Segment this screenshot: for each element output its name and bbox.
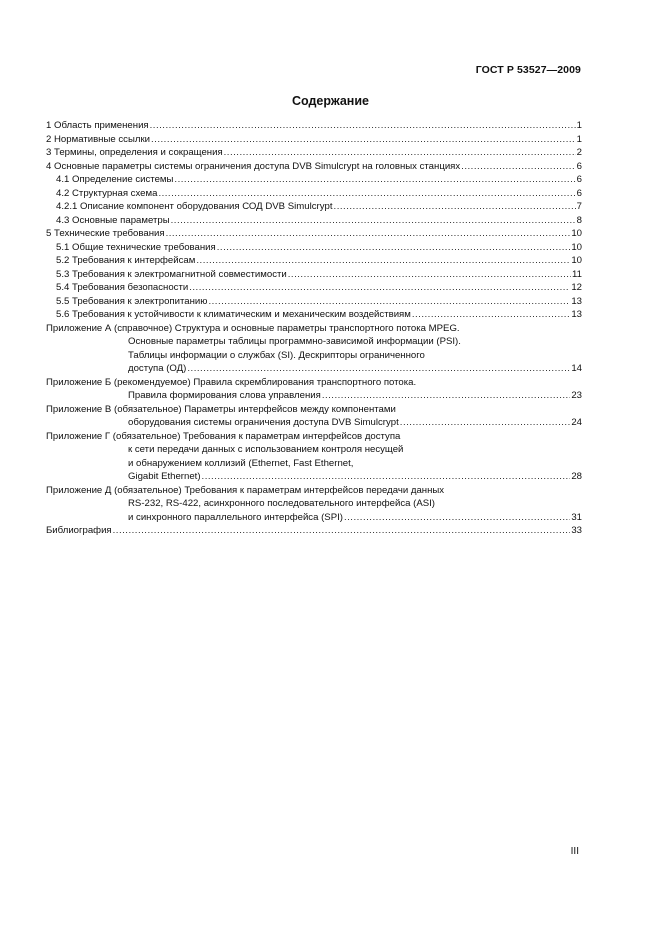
toc-entry-title: 4 Основные параметры системы ограничения доступа DVB Simulcrypt на головных станциях: [46, 160, 461, 172]
dot-leader: [158, 187, 575, 201]
dot-leader: [202, 470, 571, 484]
toc-page-number: 8: [576, 214, 582, 226]
page-number: III: [570, 846, 579, 857]
toc-entry-5-6[interactable]: [46, 308, 582, 322]
toc-entry-title: 5 Технические требования: [46, 228, 165, 239]
toc-entry-title: 5.1 Общие технические требования: [56, 241, 216, 253]
toc-entry-3[interactable]: [46, 146, 582, 160]
toc-page-number: 24: [571, 417, 582, 428]
dot-leader: [174, 173, 575, 187]
toc-entry-last-line: [46, 470, 582, 484]
toc-entry-title: 2 Нормативные ссылки: [46, 133, 151, 145]
dot-leader: [400, 416, 571, 430]
toc-entry-title: 5.5 Требования к электропитанию: [56, 295, 208, 307]
toc-entry-title: 4.2 Структурная схема: [56, 187, 158, 199]
toc-page-number: 1: [576, 120, 582, 131]
toc-page-number: 31: [571, 511, 582, 523]
toc-page-number: 7: [576, 201, 582, 212]
toc-entry-title: Правила формирования слова управления: [128, 390, 321, 401]
toc-entry-5[interactable]: [46, 227, 582, 241]
toc-entry-title: 4.3 Основные параметры: [56, 214, 170, 226]
toc-appendix-v[interactable]: [46, 403, 582, 430]
toc-entry-line: RS-232, RS-422, асинхронного последовательного интерфейса (ASI): [128, 498, 435, 509]
page-title: Содержание: [291, 94, 369, 108]
toc-entry-title: 4.2.1 Описание компонент оборудования СОД DVB Simulcrypt: [56, 201, 333, 212]
toc-entry-4[interactable]: [46, 160, 582, 174]
toc-page-number: 23: [571, 390, 582, 401]
dot-leader: [171, 214, 576, 228]
toc-entry-title: 3 Термины, определения и сокращения: [46, 147, 223, 158]
toc-appendix-g[interactable]: [46, 430, 582, 484]
toc-page-number: 10: [571, 228, 582, 239]
toc-entry-title: оборудования системы ограничения доступа DVB Simulcrypt: [128, 417, 399, 428]
toc-entry-last-line: [46, 362, 582, 376]
toc-entry-5-1[interactable]: [46, 241, 582, 255]
toc-entry-4-2[interactable]: [46, 187, 582, 201]
dot-leader: [217, 241, 571, 255]
toc-entry-last-line: [46, 511, 582, 525]
toc-page-number: 14: [571, 363, 582, 374]
toc-entry-line: Приложение Д (обязательное) Требования к параметрам интерфейсов передачи данных: [46, 484, 445, 496]
dot-leader: [187, 362, 570, 376]
dot-leader: [334, 200, 576, 214]
toc-entry-5-5[interactable]: [46, 295, 582, 309]
toc-entry-title: 5.4 Требования безопасности: [56, 282, 189, 293]
dot-leader: [196, 254, 570, 268]
dot-leader: [461, 160, 575, 174]
dot-leader: [150, 119, 576, 133]
toc-entry-last-line: [46, 416, 582, 430]
dot-leader: [166, 227, 571, 241]
toc-page-number: 12: [571, 282, 582, 293]
toc-entry-title: Gigabit Ethernet): [128, 471, 201, 482]
toc-entry-line: и обнаружением коллизий (Ethernet, Fast Ethernet,: [128, 457, 354, 469]
toc-entry-line: Таблицы информации о службах (SI). Дескрипторы ограниченного: [128, 349, 425, 361]
toc-page-number: 6: [576, 160, 582, 172]
toc-page-number: 10: [571, 241, 582, 253]
toc-entry-5-4[interactable]: [46, 281, 582, 295]
toc-entry-line: Приложение А (справочное) Структура и основные параметры транспортного потока MPEG.: [46, 322, 460, 334]
toc-page-number: 11: [572, 268, 582, 280]
toc-entry-title: 5.3 Требования к электромагнитной совместимости: [56, 268, 287, 280]
toc-page-number: 1: [576, 133, 582, 145]
dot-leader: [288, 268, 571, 282]
dot-leader: [344, 511, 570, 525]
toc-page-number: 28: [571, 471, 582, 482]
toc-entry-1[interactable]: [46, 119, 582, 133]
toc-entry-line: Основные параметры таблицы программно-зависимой информации (PSI).: [128, 336, 461, 347]
toc-entry-line: Приложение Г (обязательное) Требования к параметрам интерфейсов доступа: [46, 430, 401, 442]
toc-entry-bibliography[interactable]: [46, 524, 582, 538]
toc-appendix-d[interactable]: [46, 484, 582, 525]
toc-entry-line: Приложение В (обязательное) Параметры интерфейсов между компонентами: [46, 403, 396, 415]
toc-entry-title: 4.1 Определение системы: [56, 174, 174, 185]
toc-page-number: 33: [571, 525, 582, 536]
toc-entry-4-2-1[interactable]: [46, 200, 582, 214]
toc-page-number: 2: [576, 147, 582, 158]
dot-leader: [412, 308, 570, 322]
toc-entry-last-line: [46, 389, 582, 403]
toc-page-number: 6: [576, 174, 582, 185]
dot-leader: [224, 146, 576, 160]
toc-entry-5-2[interactable]: [46, 254, 582, 268]
toc-entry-2[interactable]: [46, 133, 582, 147]
toc-entry-title: Библиография: [46, 525, 112, 536]
toc-appendix-b[interactable]: [46, 376, 582, 403]
toc-entry-title: 5.2 Требования к интерфейсам: [56, 255, 196, 266]
toc-page-number: 6: [576, 187, 582, 199]
dot-leader: [322, 389, 571, 403]
toc-page-number: 13: [571, 295, 582, 307]
toc-page-number: 13: [571, 309, 582, 320]
dot-leader: [113, 524, 571, 538]
toc-entry-5-3[interactable]: [46, 268, 582, 282]
standard-code: ГОСТ Р 53527—2009: [475, 64, 581, 76]
toc-entry-4-3[interactable]: [46, 214, 582, 228]
toc-entry-title: и синхронного параллельного интерфейса (SPI): [128, 511, 343, 523]
toc-entry-line: Приложение Б (рекомендуемое) Правила скремблирования транспортного потока.: [46, 376, 417, 388]
toc-page-number: 10: [571, 255, 582, 266]
toc-entry-title: 1 Область применения: [46, 120, 149, 131]
toc-entry-line: к сети передачи данных с использованием контроля несущей: [128, 444, 404, 455]
toc-entry-4-1[interactable]: [46, 173, 582, 187]
dot-leader: [151, 133, 576, 147]
table-of-contents: [46, 119, 582, 538]
dot-leader: [208, 295, 570, 309]
toc-appendix-a[interactable]: [46, 322, 582, 376]
dot-leader: [189, 281, 570, 295]
toc-entry-title: 5.6 Требования к устойчивости к климатическим и механическим воздействиям: [56, 309, 411, 320]
toc-entry-title: доступа (ОД): [128, 363, 187, 374]
